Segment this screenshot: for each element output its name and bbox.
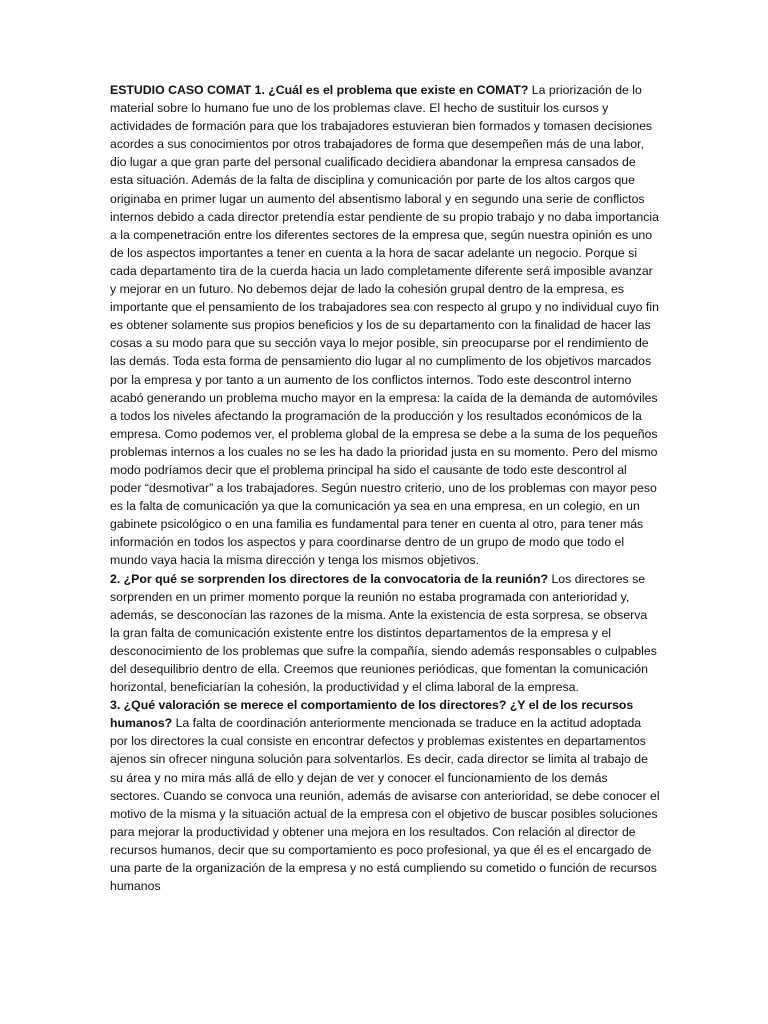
document-body xyxy=(110,81,660,895)
answer-2-text: Los directores se sorprenden en un primer momento porque la reunión no estaba programada con anterioridad y, además, se desconocían las razones de la misma. Ante la existencia de esta sorpresa, se observa la gran falta de comunicación existente entre los distintos departamentos de la empresa y el desconocimiento de los problemas que sufre la compañía, siendo además responsables o culpables del desequilibrio dentro de ella. Creemos que reuniones periódicas, que fomentan la comunicación horizontal, beneficiarían la cohesión, la productividad y el clima laboral de la empresa. xyxy=(110,571,657,695)
paragraph-question-1 xyxy=(110,81,660,570)
question-1-heading: ESTUDIO CASO COMAT 1. ¿Cuál es el problema que existe en COMAT? xyxy=(110,83,529,97)
question-3-heading: 3. ¿Qué valoración se merece el comportamiento de los directores? ¿Y el de los recursos humanos? xyxy=(110,698,634,731)
answer-3-text: La falta de coordinación anteriormente mencionada se traduce en la actitud adoptada por los directores la cual consiste en encontrar defectos y problemas existentes en departamentos ajenos sin ofrecer ninguna solución para solventarlos. Es decir, cada director se limita al trabajo de su área y no mira más allá de ello y dejan de ver y conocer el funcionamiento de los demás sectores. Cuando se convoca una reunión, además de avisarse con anterioridad, se debe conocer el motivo de la misma y la situación actual de la empresa con el objetivo de buscar posibles soluciones para mejorar la productividad y obtener una mejora en los resultados. Con relación al director de recursos humanos, decir que su comportamiento es poco profesional, ya que él es el encargado de una parte de la organización de la empresa y no está cumpliendo su cometido o función de recursos humanos xyxy=(110,716,660,894)
question-2-heading: 2. ¿Por qué se sorprenden los directores de la convocatoria de la reunión? xyxy=(110,571,549,586)
paragraph-question-2 xyxy=(110,570,660,697)
paragraph-question-3 xyxy=(110,696,660,895)
answer-1-text: La priorización de lo material sobre lo humano fue uno de los problemas clave. El hecho de sustituir los cursos y actividades de formación para que los trabajadores estuvieran bien formados y tomasen decisiones acordes a sus conocimientos por otros trabajadores de forma que desempeñen más de una labor, dio lugar a que gran parte del personal cualificado decidiera abandonar la empresa cansados de esta situación. Además de la falta de disciplina y comunicación por parte de los altos cargos que originaba en primer lugar un aumento del absentismo laboral y en segundo una serie de conflictos internos debido a cada director pretendía estar pendiente de su propio trabajo y no daba importancia a la compenetración entre los diferentes sectores de la empresa que, según nuestra opinión es uno de los aspectos importantes a tener en cuenta a la hora de sacar adelante un negocio. Porque si cada departamento tira de la cuerda hacia un lado completamente diferente será imposible avanzar y mejorar en un futuro. No debemos dejar de lado la cohesión grupal dentro de la empresa, es importante que el pensamiento de los trabajadores sea con respecto al grupo y no individual cuyo fin es obtener solamente sus propios beneficios y los de su departamento con la finalidad de hacer las cosas a su modo para que su sección vaya lo mejor posible, sin preocuparse por el rendimiento de las demás. Toda esta forma de pensamiento dio lugar al no cumplimento de los objetivos marcados por la empresa y por tanto a un aumento de los conflictos internos. Todo este descontrol interno acabó generando un problema mucho mayor en la empresa: la caída de la demanda de automóviles a todos los niveles afectando la programación de la producción y los resultados económicos de la empresa. Como podemos ver, el problema global de la empresa se debe a la suma de los pequeños problemas internos a los cuales no se les ha dado la prioridad justa en su momento. Pero del mismo modo podríamos decir que el problema principal ha sido el causante de todo este descontrol al poder “desmotivar” a los trabajadores. Según nuestro criterio, uno de los problemas con mayor peso es la falta de comunicación ya que la comunicación ya sea en una empresa, en un colegio, en un gabinete psicológico o en una familia es fundamental para tener en cuenta al otro, para tener más información en todos los aspectos y para coordinarse dentro de un grupo de modo que todo el mundo vaya hacia la misma dirección y tenga los mismos objetivos. xyxy=(110,83,659,568)
